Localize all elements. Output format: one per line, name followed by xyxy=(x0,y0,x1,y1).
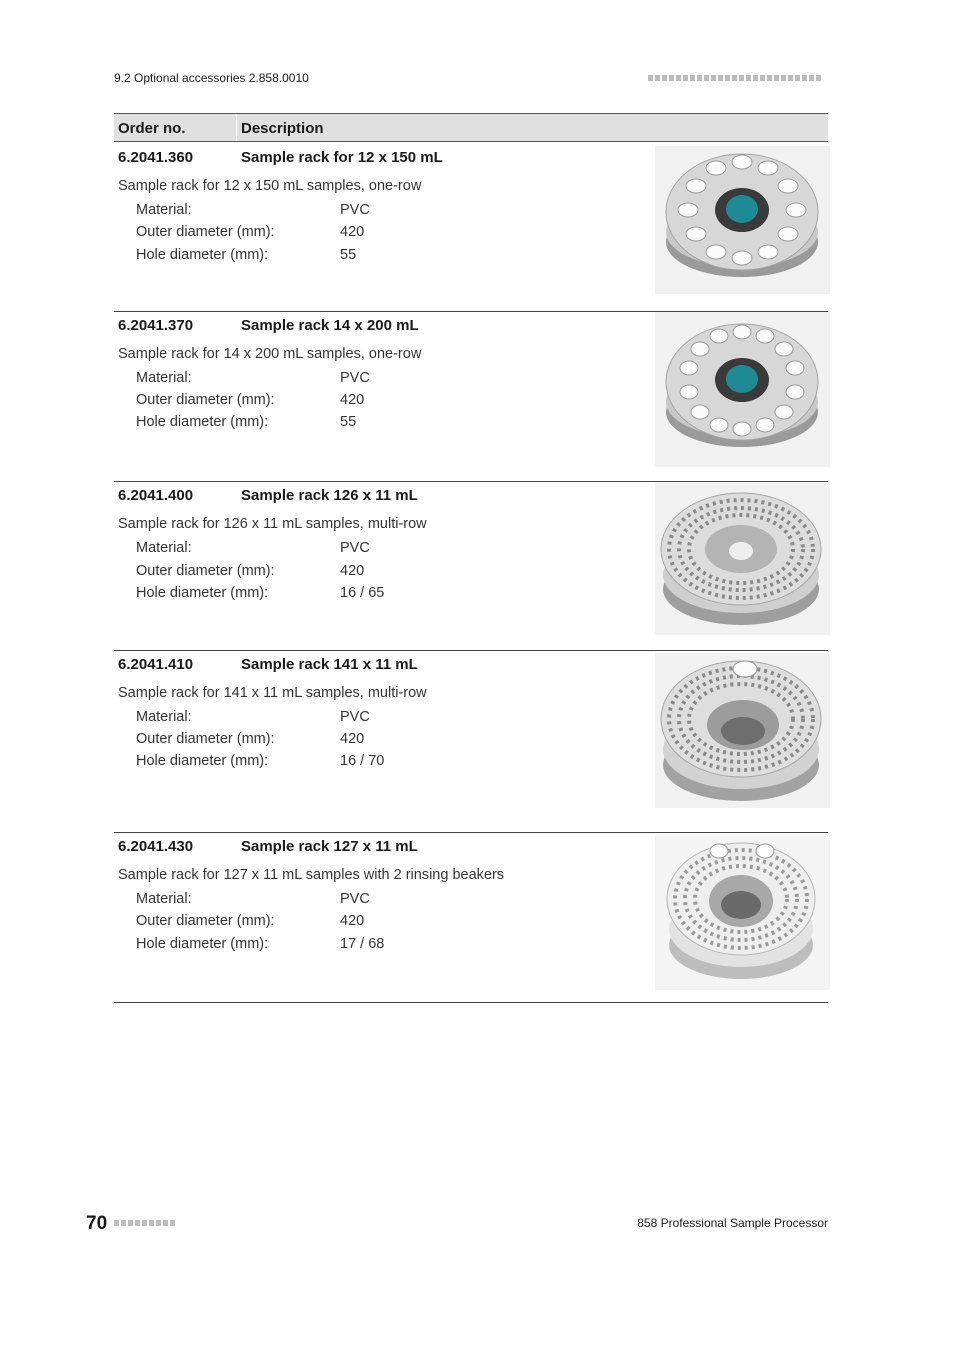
product-title: Sample rack 127 x 11 mL xyxy=(241,838,418,855)
spec-label: Material: xyxy=(136,540,192,556)
order-number: 6.2041.360 xyxy=(118,149,194,166)
spec-value: PVC xyxy=(340,202,370,218)
product-image xyxy=(655,653,830,808)
spec-label: Outer diameter (mm): xyxy=(136,563,275,579)
order-number: 6.2041.370 xyxy=(118,317,194,334)
spec-label: Hole diameter (mm): xyxy=(136,936,269,952)
col-order-header: Order no. xyxy=(118,120,186,137)
spec-value: 55 xyxy=(340,247,357,263)
spec-value: PVC xyxy=(340,540,370,556)
running-header: 9.2 Optional accessories 2.858.0010 xyxy=(114,71,309,85)
product-image xyxy=(655,312,830,467)
table-header xyxy=(114,113,828,142)
spec-value: 420 xyxy=(340,731,365,747)
spec-label: Hole diameter (mm): xyxy=(136,585,269,601)
spec-value: 420 xyxy=(340,224,365,240)
order-number: 6.2041.430 xyxy=(118,838,194,855)
spec-value: PVC xyxy=(340,891,370,907)
product-description: Sample rack for 14 x 200 mL samples, one-row xyxy=(118,346,422,362)
order-number: 6.2041.400 xyxy=(118,487,194,504)
product-title: Sample rack 126 x 11 mL xyxy=(241,487,418,504)
spec-value: 16 / 65 xyxy=(340,585,385,601)
order-number: 6.2041.410 xyxy=(118,656,194,673)
spec-value: 420 xyxy=(340,563,365,579)
spec-label: Material: xyxy=(136,709,192,725)
product-image xyxy=(655,146,830,294)
spec-value: PVC xyxy=(340,709,370,725)
spec-label: Outer diameter (mm): xyxy=(136,913,275,929)
spec-value: 16 / 70 xyxy=(340,753,385,769)
product-description: Sample rack for 12 x 150 mL samples, one-row xyxy=(118,178,422,194)
product-image xyxy=(655,835,830,990)
spec-value: 55 xyxy=(340,414,357,430)
product-description: Sample rack for 126 x 11 mL samples, multi-row xyxy=(118,516,427,532)
product-title: Sample rack 14 x 200 mL xyxy=(241,317,419,334)
header-dot-bar xyxy=(648,75,821,81)
spec-value: 420 xyxy=(340,392,365,408)
footer-dot-bar xyxy=(114,1220,175,1226)
product-image xyxy=(655,483,830,635)
spec-value: 420 xyxy=(340,913,365,929)
footer-product-name: 858 Professional Sample Processor xyxy=(637,1216,828,1230)
spec-label: Hole diameter (mm): xyxy=(136,247,269,263)
spec-label: Material: xyxy=(136,891,192,907)
spec-value: PVC xyxy=(340,370,370,386)
product-description: Sample rack for 141 x 11 mL samples, multi-row xyxy=(118,685,427,701)
row-divider xyxy=(114,832,828,833)
product-title: Sample rack 141 x 11 mL xyxy=(241,656,418,673)
spec-label: Hole diameter (mm): xyxy=(136,414,269,430)
spec-label: Material: xyxy=(136,370,192,386)
spec-label: Outer diameter (mm): xyxy=(136,224,275,240)
product-title: Sample rack for 12 x 150 mL xyxy=(241,149,443,166)
spec-label: Outer diameter (mm): xyxy=(136,731,275,747)
spec-label: Hole diameter (mm): xyxy=(136,753,269,769)
page-number: 70 xyxy=(86,1213,108,1234)
spec-label: Material: xyxy=(136,202,192,218)
spec-value: 17 / 68 xyxy=(340,936,385,952)
table-bottom-rule xyxy=(114,1002,828,1003)
row-divider xyxy=(114,650,828,651)
col-description-header: Description xyxy=(241,120,324,137)
row-divider xyxy=(114,481,828,482)
product-description: Sample rack for 127 x 11 mL samples with 2 rinsing beakers xyxy=(118,867,505,883)
spec-label: Outer diameter (mm): xyxy=(136,392,275,408)
